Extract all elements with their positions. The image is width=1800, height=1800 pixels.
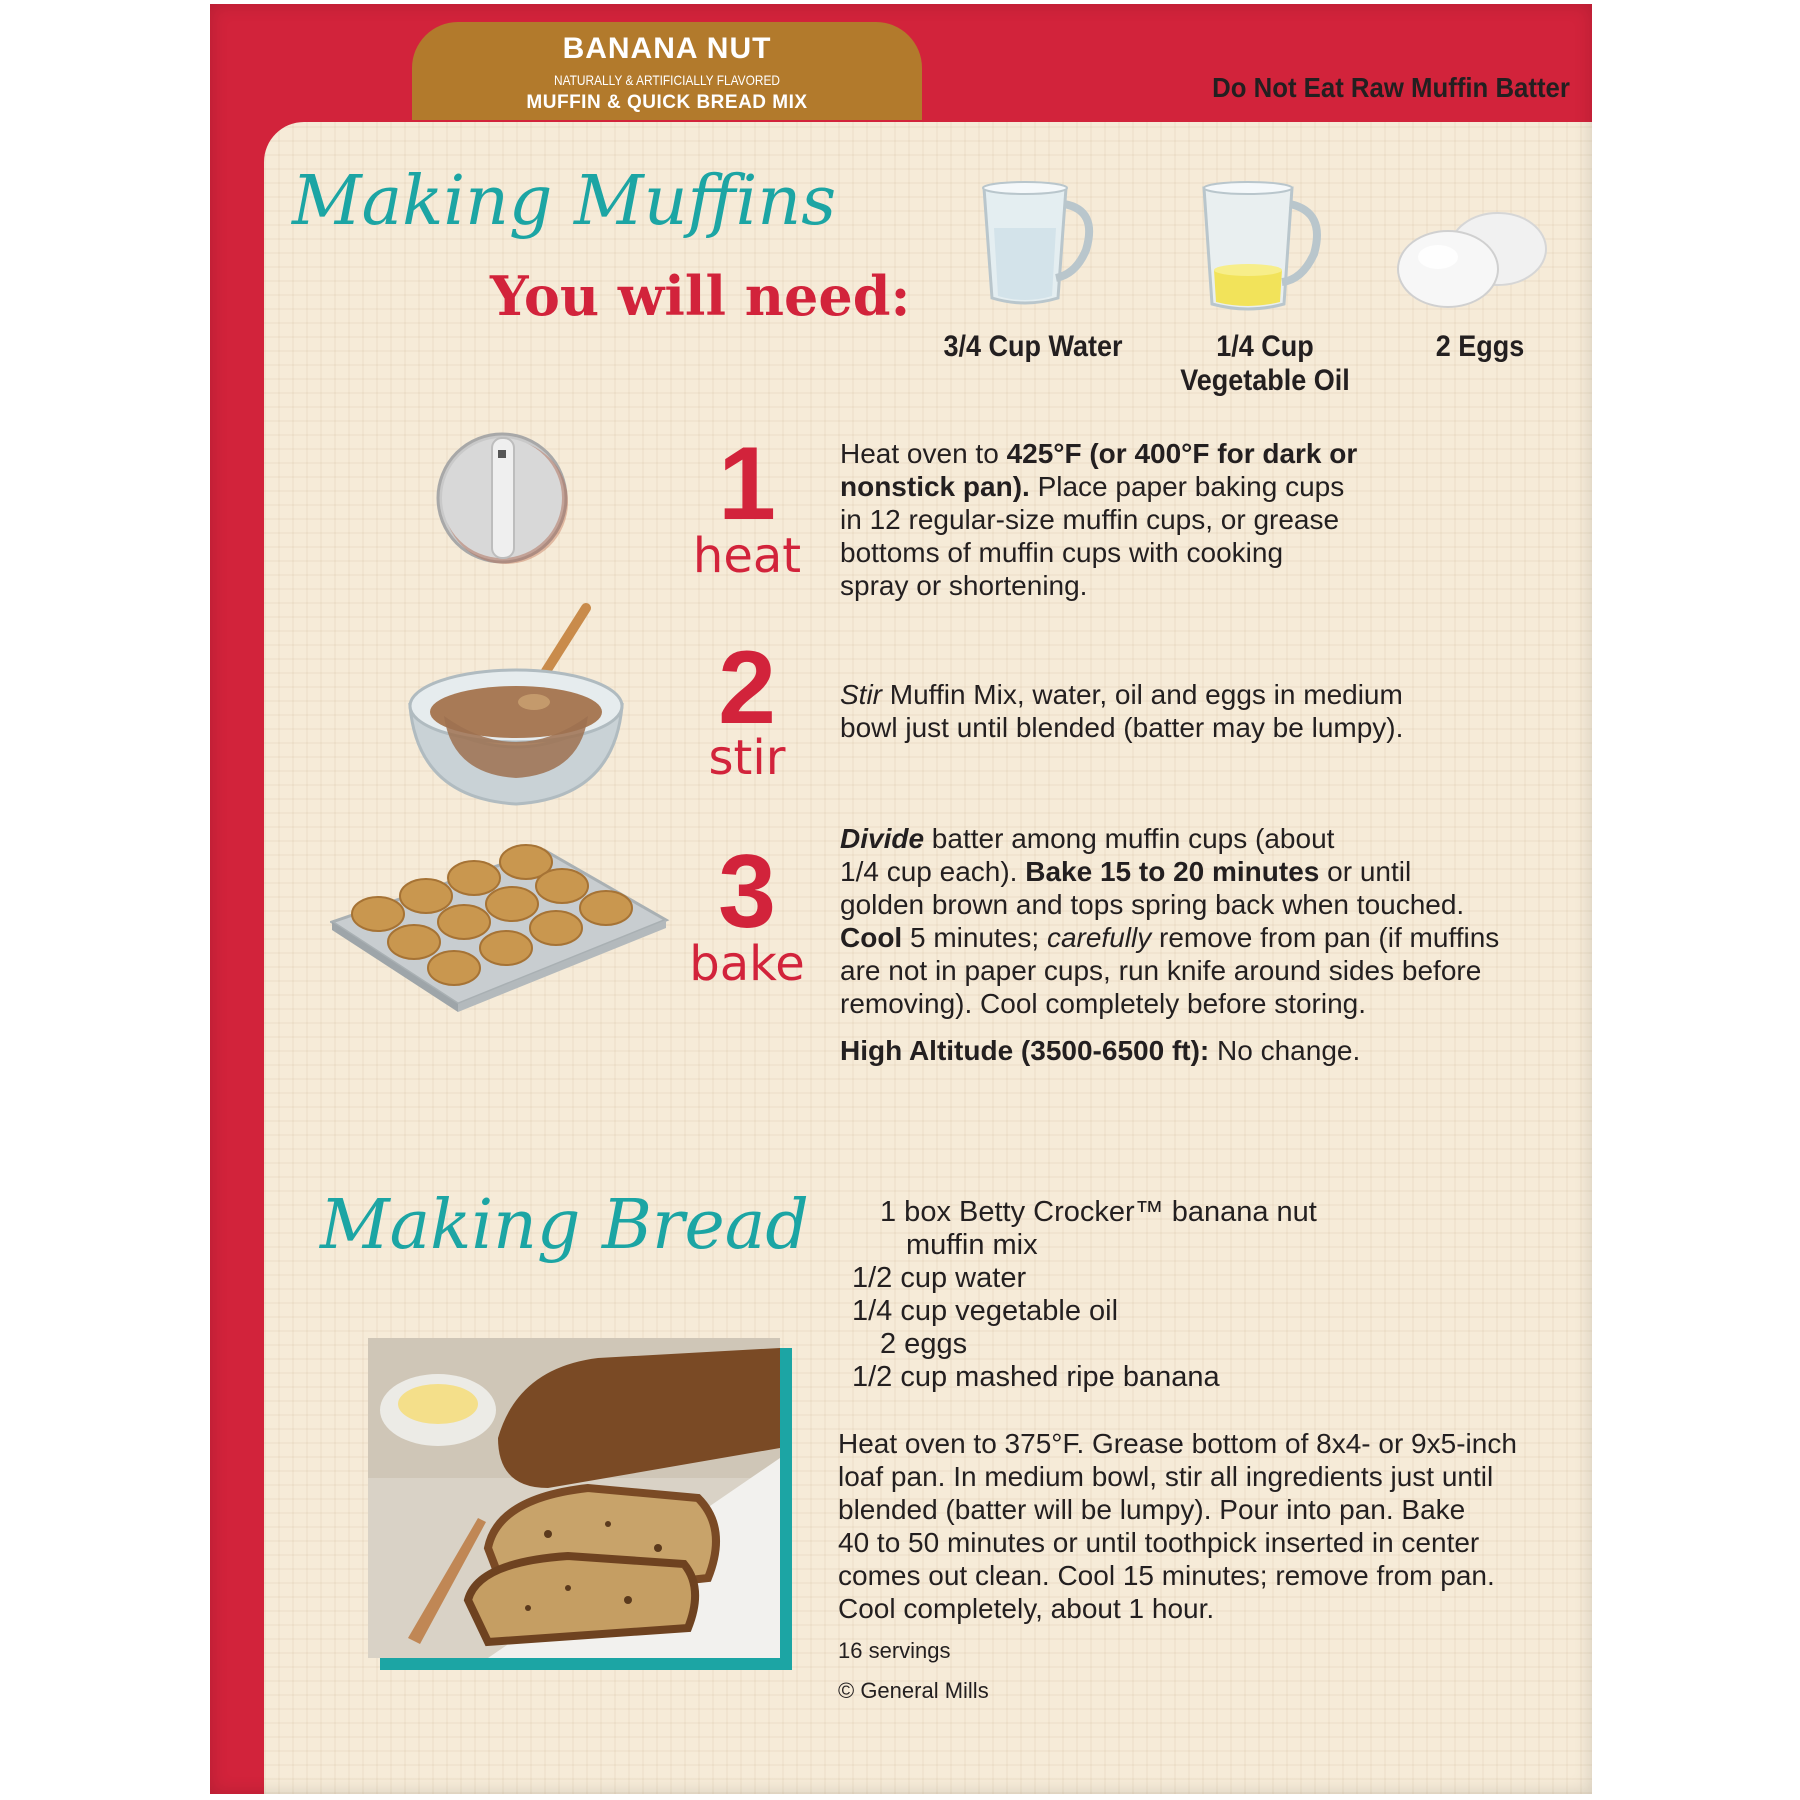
- step-1-line-2: nonstick pan). Place paper baking cups: [840, 471, 1345, 502]
- bread-direction-line-1: Heat oven to 375°F. Grease bottom of 8x4- or 9x5-inch: [838, 1428, 1517, 1459]
- servings-count: 16 servings: [838, 1638, 951, 1663]
- step-1-word: heat: [692, 528, 802, 584]
- muffin-tin-icon: [330, 842, 670, 1012]
- step-3-line-6: removing). Cool completely before storing.: [840, 988, 1367, 1019]
- bread-direction-line-5: comes out clean. Cool 15 minutes; remove from pan.: [838, 1560, 1495, 1591]
- water-cup-icon: [970, 170, 1100, 310]
- step-3-line-3: golden brown and tops spring back when touched.: [840, 889, 1465, 920]
- step-3-line-4: Cool 5 minutes; carefully remove from pan (if muffins: [840, 922, 1500, 953]
- bread-ingredient-4: 2 eggs: [880, 1328, 968, 1360]
- step-2-text: [840, 678, 1403, 744]
- bread-direction-line-6: Cool completely, about 1 hour.: [838, 1593, 1215, 1624]
- you-will-need-label: You will need:: [490, 264, 911, 328]
- bread-direction-line-4: 40 to 50 minutes or until toothpick inserted in center: [838, 1527, 1480, 1558]
- step-3-line-2: 1/4 cup each). Bake 15 to 20 minutes or until: [840, 856, 1412, 887]
- making-bread-heading: Making Bread: [320, 1186, 809, 1265]
- ingredient-water-label: 3/4 Cup Water: [943, 330, 1123, 363]
- step-1-number: 1: [718, 426, 776, 542]
- oven-knob-icon: [430, 428, 580, 578]
- step-3-line-1: Divide batter among muffin cups (about: [840, 823, 1335, 854]
- copyright: © General Mills: [838, 1678, 989, 1703]
- ingredient-oil-line1: 1/4 Cup: [1216, 330, 1314, 363]
- product-name: BANANA NUT: [562, 32, 772, 65]
- bread-ingredient-1: 1 box Betty Crocker™ banana nut: [880, 1196, 1317, 1228]
- step-3-word: bake: [689, 936, 805, 992]
- step-1-line-4: bottoms of muffin cups with cooking: [840, 537, 1284, 568]
- bread-ingredient-1b: muffin mix: [906, 1229, 1038, 1261]
- bread-ingredient-2: 1/2 cup water: [852, 1262, 1027, 1294]
- step-3-number: 3: [718, 834, 776, 950]
- ingredient-eggs-label: 2 Eggs: [1435, 330, 1525, 363]
- step-3-line-5: are not in paper cups, run knife around sides before: [840, 955, 1482, 986]
- ingredient-oil-line2: Vegetable Oil: [1180, 364, 1350, 397]
- mixing-bowl-icon: [404, 598, 634, 818]
- bread-ingredients-list: [852, 1196, 1317, 1394]
- bread-ingredient-3: 1/4 cup vegetable oil: [852, 1295, 1119, 1327]
- bread-direction-line-3: blended (batter will be lumpy). Pour into pan. Bake: [838, 1494, 1466, 1525]
- oil-cup-icon: [1190, 170, 1330, 320]
- bread-ingredient-5: 1/2 cup mashed ripe banana: [852, 1361, 1220, 1393]
- high-altitude-note: High Altitude (3500-6500 ft): No change.: [840, 1035, 1361, 1066]
- step-2-word: stir: [708, 730, 786, 786]
- banana-bread-photo: [368, 1338, 780, 1658]
- eggs-icon: [1390, 205, 1560, 315]
- product-type: MUFFIN & QUICK BREAD MIX: [526, 92, 808, 113]
- step-1-line-5: spray or shortening.: [840, 570, 1088, 601]
- raw-batter-warning: Do Not Eat Raw Muffin Batter: [1212, 72, 1570, 103]
- step-1-text: [840, 437, 1357, 602]
- step-1-line-1: Heat oven to 425°F (or 400°F for dark or: [840, 438, 1358, 469]
- flavor-note: NATURALLY & ARTIFICIALLY FLAVORED: [554, 72, 780, 88]
- step-1-line-3: in 12 regular-size muffin cups, or grease: [840, 504, 1340, 535]
- step-2-line-2: bowl just until blended (batter may be lumpy).: [840, 712, 1404, 743]
- making-muffins-heading: Making Muffins: [292, 162, 837, 241]
- bread-direction-line-2: loaf pan. In medium bowl, stir all ingredients just until: [838, 1461, 1494, 1492]
- step-2-line-1: Stir Muffin Mix, water, oil and eggs in medium: [840, 679, 1403, 710]
- ingredient-oil-label: [1153, 330, 1378, 398]
- bread-directions: [838, 1427, 1517, 1625]
- product-name-tab: [412, 22, 922, 120]
- step-3-text: [840, 822, 1499, 1067]
- step-2-number: 2: [718, 630, 776, 746]
